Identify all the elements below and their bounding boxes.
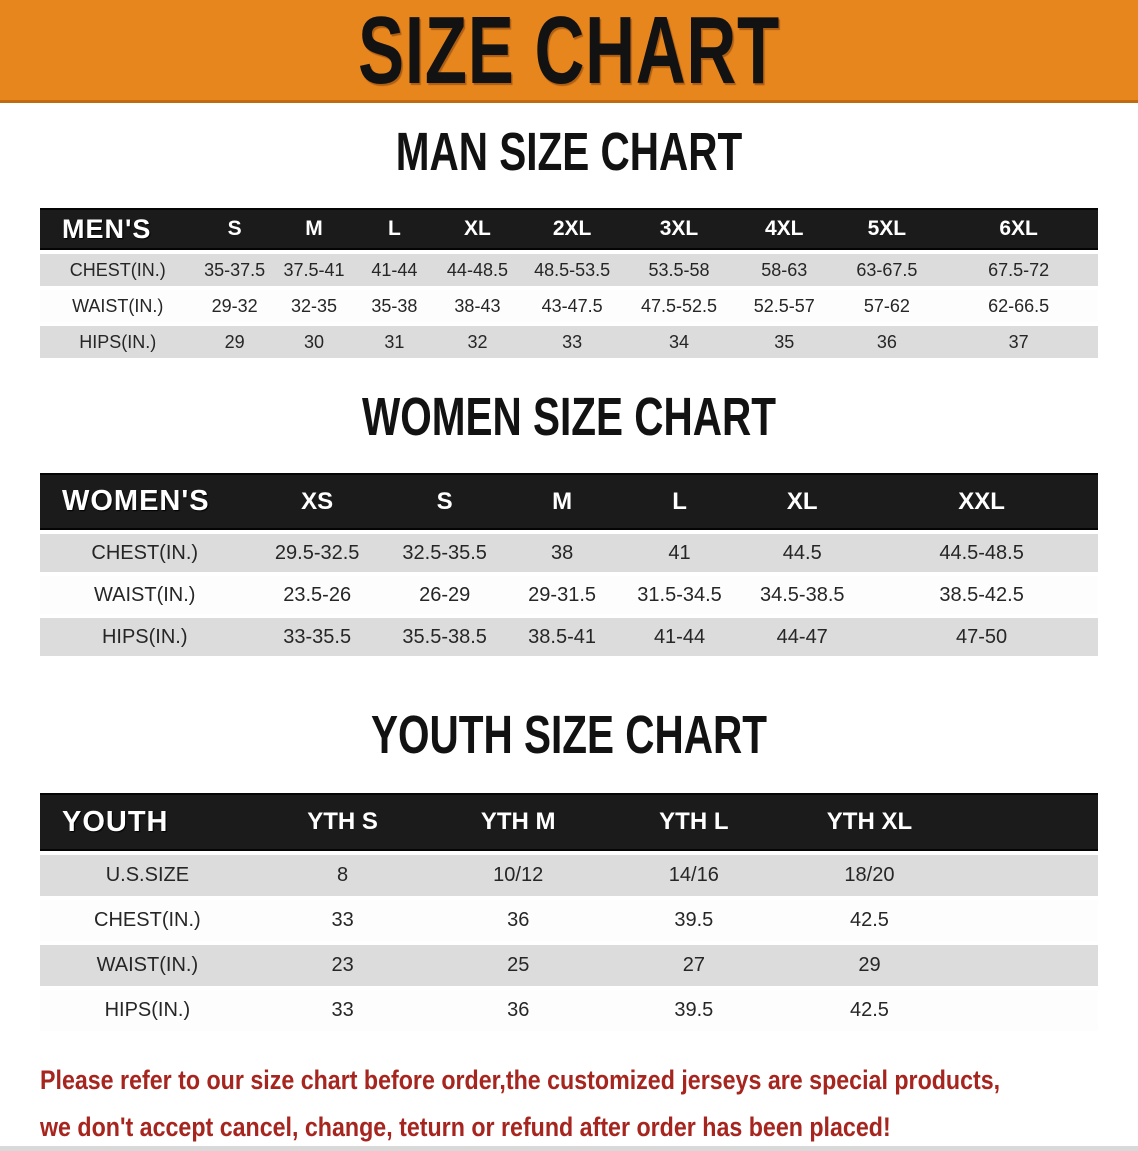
size-value-cell: 23 [255, 945, 431, 986]
size-column-header: 5XL [835, 208, 940, 250]
size-column-header: L [620, 473, 740, 530]
section-men [0, 123, 1138, 362]
size-value-cell: 67.5-72 [939, 254, 1098, 286]
size-column-header: YTH M [430, 793, 606, 851]
size-value-cell: 29 [196, 326, 274, 358]
size-value-cell: 36 [835, 326, 940, 358]
spacer-header-cell [957, 793, 1098, 851]
size-column-header: XXL [865, 473, 1098, 530]
size-value-cell: 37 [939, 326, 1098, 358]
size-column-header: S [385, 473, 505, 530]
size-value-cell: 47-50 [865, 618, 1098, 656]
size-value-cell: 42.5 [782, 900, 958, 941]
size-column-header: YTH L [606, 793, 782, 851]
women-heading-text: WOMEN SIZE CHART [361, 387, 776, 447]
measurement-row-label: CHEST(IN.) [40, 534, 249, 572]
size-value-cell: 57-62 [835, 290, 940, 322]
table-row [40, 254, 1098, 286]
size-value-cell: 26-29 [385, 576, 505, 614]
disclaimer [40, 1057, 1138, 1151]
size-value-cell: 33 [255, 900, 431, 941]
table-row [40, 900, 1098, 941]
table-row [40, 618, 1098, 656]
size-column-header: XS [249, 473, 384, 530]
section-youth [0, 706, 1138, 1035]
size-value-cell: 14/16 [606, 855, 782, 896]
size-value-cell: 52.5-57 [734, 290, 835, 322]
size-value-cell: 32-35 [274, 290, 354, 322]
size-value-cell: 44.5 [739, 534, 865, 572]
women-size-table [40, 469, 1098, 660]
measurement-row-label: CHEST(IN.) [40, 254, 196, 286]
size-column-header: S [196, 208, 274, 250]
measurement-row-label: WAIST(IN.) [40, 945, 255, 986]
spacer-cell [957, 900, 1098, 941]
size-value-cell: 23.5-26 [249, 576, 384, 614]
size-value-cell: 38.5-42.5 [865, 576, 1098, 614]
size-value-cell: 33-35.5 [249, 618, 384, 656]
size-value-cell: 44-48.5 [435, 254, 521, 286]
size-value-cell: 34 [624, 326, 734, 358]
size-column-header: YTH S [255, 793, 431, 851]
corner-label: WOMEN'S [40, 473, 249, 530]
measurement-row-label: HIPS(IN.) [40, 618, 249, 656]
size-value-cell: 35.5-38.5 [385, 618, 505, 656]
size-value-cell: 32 [435, 326, 521, 358]
measurement-row-label: U.S.SIZE [40, 855, 255, 896]
size-value-cell: 37.5-41 [274, 254, 354, 286]
size-value-cell: 62-66.5 [939, 290, 1098, 322]
measurement-row-label: WAIST(IN.) [40, 290, 196, 322]
table-header-row [40, 473, 1098, 530]
size-value-cell: 36 [430, 900, 606, 941]
size-value-cell: 44.5-48.5 [865, 534, 1098, 572]
size-column-header: 4XL [734, 208, 835, 250]
size-column-header: 6XL [939, 208, 1098, 250]
table-row [40, 990, 1098, 1031]
size-column-header: 3XL [624, 208, 734, 250]
size-value-cell: 31 [354, 326, 434, 358]
size-chart-content [0, 123, 1138, 1035]
youth-section-heading [0, 706, 1138, 775]
size-value-cell: 29 [782, 945, 958, 986]
size-value-cell: 33 [255, 990, 431, 1031]
measurement-row-label: HIPS(IN.) [40, 326, 196, 358]
table-row [40, 534, 1098, 572]
size-value-cell: 18/20 [782, 855, 958, 896]
size-value-cell: 34.5-38.5 [739, 576, 865, 614]
size-value-cell: 30 [274, 326, 354, 358]
measurement-row-label: HIPS(IN.) [40, 990, 255, 1031]
size-value-cell: 35-37.5 [196, 254, 274, 286]
size-value-cell: 29.5-32.5 [249, 534, 384, 572]
page-title: SIZE CHART [358, 0, 780, 103]
size-column-header: XL [435, 208, 521, 250]
size-column-header: XL [739, 473, 865, 530]
section-women [0, 388, 1138, 660]
size-column-header: M [504, 473, 619, 530]
men-heading-text: MAN SIZE CHART [395, 122, 743, 182]
women-section-heading [0, 388, 1138, 457]
size-value-cell: 38 [504, 534, 619, 572]
table-row [40, 290, 1098, 322]
size-value-cell: 39.5 [606, 900, 782, 941]
size-value-cell: 33 [520, 326, 624, 358]
table-header-row [40, 793, 1098, 851]
men-size-table [40, 204, 1098, 362]
size-value-cell: 47.5-52.5 [624, 290, 734, 322]
size-value-cell: 58-63 [734, 254, 835, 286]
table-header-row [40, 208, 1098, 250]
size-value-cell: 41 [620, 534, 740, 572]
size-value-cell: 29-31.5 [504, 576, 619, 614]
table-row [40, 326, 1098, 358]
size-chart-banner [0, 0, 1138, 103]
size-value-cell: 35-38 [354, 290, 434, 322]
measurement-row-label: WAIST(IN.) [40, 576, 249, 614]
size-value-cell: 29-32 [196, 290, 274, 322]
spacer-cell [957, 855, 1098, 896]
table-row [40, 855, 1098, 896]
size-value-cell: 43-47.5 [520, 290, 624, 322]
size-value-cell: 42.5 [782, 990, 958, 1031]
table-row [40, 576, 1098, 614]
youth-size-table [40, 789, 1098, 1035]
men-section-heading [0, 123, 1138, 192]
size-value-cell: 48.5-53.5 [520, 254, 624, 286]
size-value-cell: 38.5-41 [504, 618, 619, 656]
size-value-cell: 25 [430, 945, 606, 986]
size-value-cell: 32.5-35.5 [385, 534, 505, 572]
size-value-cell: 35 [734, 326, 835, 358]
size-value-cell: 44-47 [739, 618, 865, 656]
size-value-cell: 10/12 [430, 855, 606, 896]
corner-label: YOUTH [40, 793, 255, 851]
size-column-header: L [354, 208, 434, 250]
size-value-cell: 53.5-58 [624, 254, 734, 286]
size-value-cell: 39.5 [606, 990, 782, 1031]
size-value-cell: 36 [430, 990, 606, 1031]
size-column-header: M [274, 208, 354, 250]
page-bottom-edge [0, 1146, 1138, 1151]
size-value-cell: 41-44 [354, 254, 434, 286]
size-column-header: 2XL [520, 208, 624, 250]
size-column-header: YTH XL [782, 793, 958, 851]
table-row [40, 945, 1098, 986]
spacer-cell [957, 990, 1098, 1031]
size-value-cell: 8 [255, 855, 431, 896]
spacer-cell [957, 945, 1098, 986]
size-value-cell: 31.5-34.5 [620, 576, 740, 614]
size-value-cell: 27 [606, 945, 782, 986]
size-value-cell: 63-67.5 [835, 254, 940, 286]
measurement-row-label: CHEST(IN.) [40, 900, 255, 941]
disclaimer-line-1: Please refer to our size chart before order,the customized jerseys are special products, [40, 1065, 1001, 1095]
youth-heading-text: YOUTH SIZE CHART [370, 705, 767, 765]
size-value-cell: 38-43 [435, 290, 521, 322]
corner-label: MEN'S [40, 208, 196, 250]
size-value-cell: 41-44 [620, 618, 740, 656]
disclaimer-line-2: we don't accept cancel, change, teturn or refund after order has been placed! [40, 1112, 891, 1142]
